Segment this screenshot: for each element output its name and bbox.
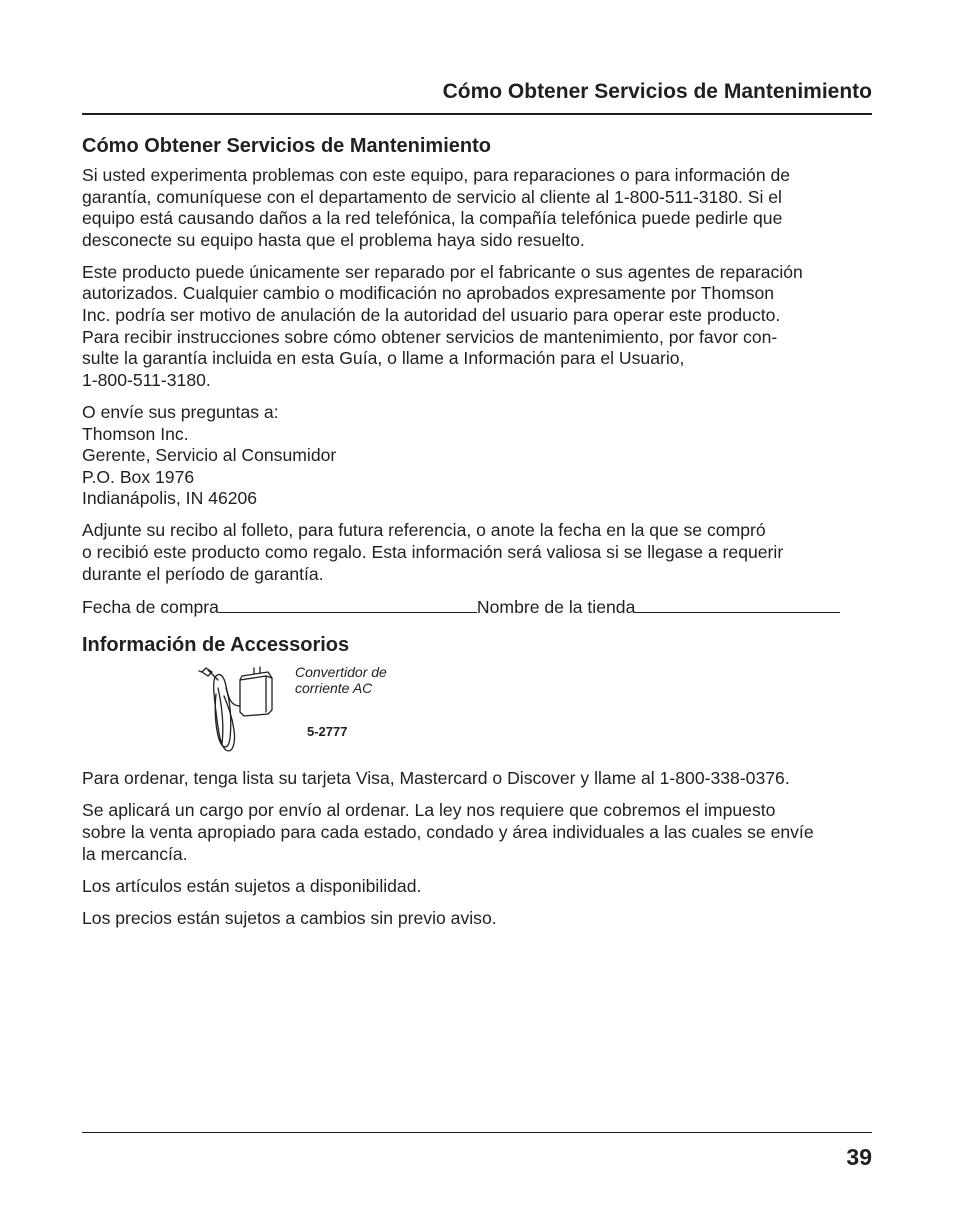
- text-line: Adjunte su recibo al folleto, para futura referencia, o anote la fecha en la que se compró: [82, 520, 766, 541]
- text-line: durante el período de garantía.: [82, 563, 324, 584]
- accessories-paragraph-1: [82, 768, 874, 790]
- text-line: desconecte su equipo hasta que el problema haya sido resuelto.: [82, 229, 585, 250]
- store-name-blank[interactable]: [635, 596, 840, 613]
- page-content: [82, 133, 874, 940]
- text-line: o recibió este producto como regalo. Esta información será valiosa si se llegase a requerir: [82, 542, 784, 562]
- store-name-label: Nombre de la tienda: [476, 596, 636, 617]
- text-line: Los precios están sujetos a cambios sin previo aviso.: [82, 907, 497, 928]
- ac-adapter-icon: [198, 666, 278, 754]
- mailing-address: [82, 402, 874, 510]
- caption-line: corriente AC: [295, 680, 373, 697]
- address-line: Gerente, Servicio al Consumidor: [82, 445, 337, 466]
- accessory-item: [82, 664, 874, 760]
- text-line: Si usted experimenta problemas con este equipo, para reparaciones o para información de: [82, 165, 791, 185]
- accessories-heading: Información de Accessorios: [82, 634, 350, 657]
- address-line: Indianápolis, IN 46206: [82, 488, 258, 509]
- purchase-date-label: Fecha de compra: [82, 596, 219, 617]
- accessories-paragraph-2: [82, 800, 874, 865]
- text-line: garantía, comuníquese con el departamento de servicio al cliente al 1-800-511-3180. Si el: [82, 186, 782, 207]
- text-line: 1-800-511-3180.: [82, 369, 211, 390]
- text-line: Para ordenar, tenga lista su tarjeta Visa, Mastercard o Discover y llame al 1-800-338-0376.: [82, 768, 790, 789]
- text-line: sobre la venta apropiado para cada estado, condado y área individuales a las cuales se envíe: [82, 821, 814, 842]
- text-line: autorizados. Cualquier cambio o modificación no aprobados expresamente por Thomson: [82, 283, 775, 304]
- service-paragraph-1: [82, 165, 874, 251]
- running-header: Cómo Obtener Servicios de Mantenimiento: [442, 80, 872, 103]
- purchase-info-row: [82, 596, 874, 619]
- text-line: equipo está causando daños a la red telefónica, la compañía telefónica puede pedirle que: [82, 208, 783, 229]
- accessory-part-number: 5-2777: [307, 724, 348, 740]
- address-line: Thomson Inc.: [82, 423, 189, 444]
- text-line: Inc. podría ser motivo de anulación de la autoridad del usuario para operar este producto.: [82, 305, 781, 326]
- purchase-date-blank[interactable]: [219, 596, 477, 613]
- text-line: sulte la garantía incluida en esta Guía, o llame a Información para el Usuario,: [82, 348, 685, 369]
- address-line: O envíe sus preguntas a:: [82, 401, 279, 422]
- accessory-caption: [295, 664, 387, 696]
- text-line: Los artículos están sujetos a disponibilidad.: [82, 875, 422, 896]
- service-paragraph-2: [82, 262, 874, 392]
- header-rule: [82, 113, 872, 115]
- address-line: P.O. Box 1976: [82, 466, 195, 487]
- service-heading: Cómo Obtener Servicios de Mantenimiento: [82, 135, 491, 157]
- page-number: 39: [846, 1144, 872, 1170]
- text-line: Este producto puede únicamente ser reparado por el fabricante o sus agentes de reparación: [82, 261, 803, 282]
- service-paragraph-3: [82, 520, 874, 585]
- text-line: Para recibir instrucciones sobre cómo obtener servicios de mantenimiento, por favor con-: [82, 326, 778, 347]
- text-line: Se aplicará un cargo por envío al ordenar. La ley nos requiere que cobremos el impuesto: [82, 800, 776, 821]
- caption-line: Convertidor de: [295, 664, 387, 681]
- accessories-paragraph-3: [82, 876, 874, 898]
- footer-rule: [82, 1132, 872, 1133]
- text-line: la mercancía.: [82, 843, 188, 864]
- accessories-paragraph-4: [82, 908, 874, 930]
